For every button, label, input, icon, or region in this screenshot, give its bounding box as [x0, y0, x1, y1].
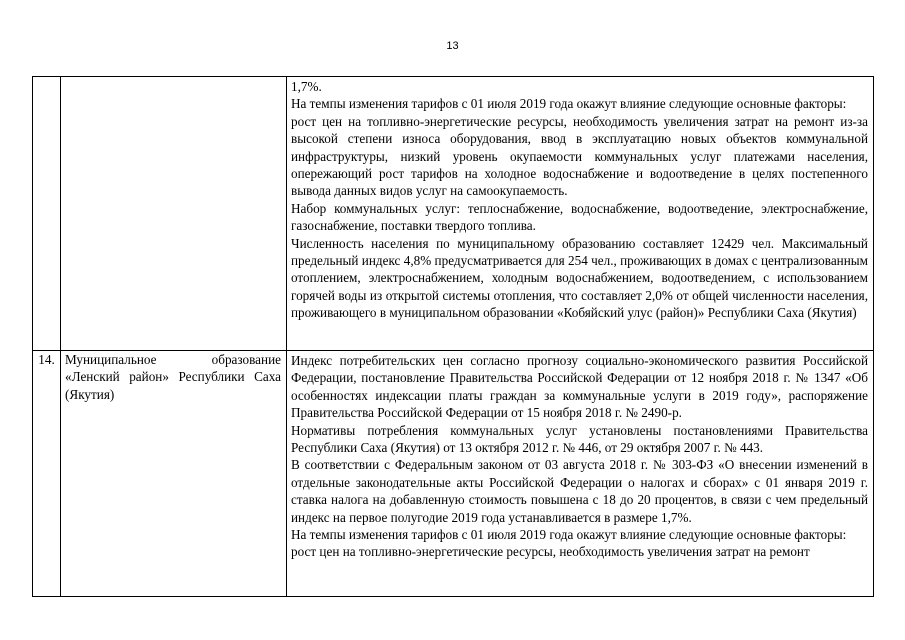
paragraph: В соответствии с Федеральным законом от 03 августа 2018 г. № 303-ФЗ «О внесении изменений в отдельные законодательные акты Российской Федерации о налогах и сборах» с 01 января 2019 г. ставка налога на добавленную стоимость повышена с 18 до 20 процентов, в связи с чем предельный индекс на первое полугодие 2019 года устанавливается в размере 1,7%.	[291, 457, 868, 525]
paragraph: На темпы изменения тарифов с 01 июля 2019 года окажут влияние следующие основные факторы:	[291, 96, 847, 112]
row-number-cell	[33, 77, 61, 351]
paragraph: Набор коммунальных услуг: теплоснабжение, водоснабжение, водоотведение, электроснабжение, газоснабжение, поставки твердого топлива.	[291, 200, 868, 234]
description-text	[287, 77, 873, 350]
row-number: 14.	[38, 352, 55, 367]
municipality-name: Муниципальное образование «Ленский район» Республики Саха (Якутия)	[65, 352, 281, 402]
municipality-cell	[61, 77, 287, 351]
table-row	[33, 351, 874, 597]
page-number: 13	[446, 40, 459, 52]
description-text	[287, 351, 873, 596]
table-row	[33, 77, 874, 351]
tariff-table	[32, 76, 874, 597]
row-number-cell	[33, 351, 61, 597]
paragraph: Численность населения по муниципальному образованию составляет 12429 чел. Максимальный предельный индекс 4,8% предусматривается для 254 чел., проживающих в домах с централизованным отоплением, электроснабжением, холодным водоснабжением, водоотведением, с использованием горячей воды из открытой системы отопления, что составляет 2,0% от общей численности населения, проживающего в муниципальном образовании «Кобяйский улус (район)» Республики Саха (Якутия)	[291, 235, 868, 321]
paragraph: рост цен на топливно-энергетические ресурсы, необходимость увеличения затрат на ремонт	[291, 544, 810, 560]
paragraph: Индекс потребительских цен согласно прогнозу социально-экономического развития Российской Федерации, постановление Правительства Российской Федерации от 12 ноября 2018 г. № 1347 «Об особенностях индексации платы граждан за коммунальные услуги в 2019 году», распоряжение Правительства Российской Федерации от 15 ноября 2018 г. № 2490-р.	[291, 353, 868, 421]
municipality-cell	[61, 351, 287, 597]
paragraph: 1,7%.	[291, 79, 322, 94]
paragraph: На темпы изменения тарифов с 01 июля 2019 года окажут влияние следующие основные факторы:	[291, 527, 847, 543]
paragraph: Нормативы потребления коммунальных услуг установлены постановлениями Правительства Республики Саха (Якутия) от 13 октября 2012 г. № 446, от 29 октября 2007 г. № 443.	[291, 422, 868, 456]
description-cell	[287, 77, 874, 351]
description-cell	[287, 351, 874, 597]
paragraph: рост цен на топливно-энергетические ресурсы, необходимость увеличения затрат на ремонт из-за высокой степени износа оборудования, ввод в эксплуатацию новых объектов коммунальной инфраструктуры, низкий уровень окупаемости коммунальных услуг платежами населения, опережающий рост тарифов на холодное водоснабжение и водоотведение в целях постепенного вывода данных видов услуг на самоокупаемость.	[291, 113, 868, 199]
